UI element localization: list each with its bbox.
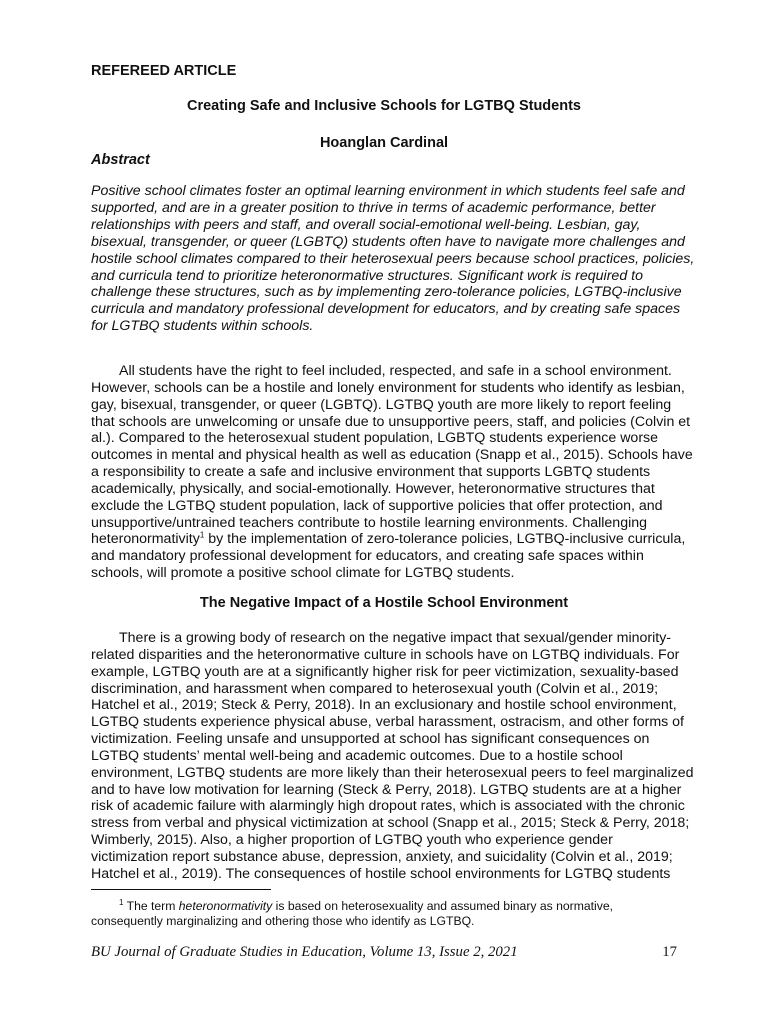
abstract-line: challenge these structures, such as by implementing zero-tolerance policies, LGTBQ-inclusive bbox=[91, 284, 682, 301]
paragraph-line: victimization report substance abuse, depression, anxiety, and suicidality (Colvin et al., 2019; bbox=[91, 848, 673, 865]
section-heading: The Negative Impact of a Hostile School Environment bbox=[199, 595, 569, 611]
paragraph-line: exclude the LGTBQ student population, lack of supportive policies that offer protection, and bbox=[91, 497, 663, 514]
paragraph-line: Hatchel et al., 2019). The consequences of hostile school environments for LGTBQ students bbox=[91, 865, 671, 882]
abstract-body bbox=[91, 183, 695, 335]
paragraph-line: environment, LGTBQ students are more likely than their heterosexual peers to feel marginalized bbox=[91, 764, 694, 781]
paragraph-line bbox=[91, 530, 686, 548]
paragraph-line: risk of academic failure with alarmingly high dropout rates, which is associated with the chronic bbox=[91, 798, 685, 815]
abstract-line: relationships with peers and staff, and overall social-emotional well-being. Lesbian, gay, bbox=[91, 216, 641, 233]
footnote-divider bbox=[91, 889, 271, 890]
paragraph-line: outcomes in mental and physical health as well as education (Snapp et al., 2015). Schools have bbox=[91, 447, 693, 464]
paragraph-line: However, schools can be a hostile and lonely environment for students who identify as lesbian, bbox=[91, 379, 685, 396]
article-type-label: REFEREED ARTICLE bbox=[91, 63, 237, 79]
footnote-reference[interactable]: 1 bbox=[199, 530, 205, 540]
abstract-line: supported, and are in a greater position to thrive in terms of academic performance, better bbox=[91, 199, 656, 216]
line-text: by the implementation of zero-tolerance policies, LGTBQ-inclusive curricula, bbox=[204, 531, 686, 548]
paragraph-line: LGTBQ students experience physical abuse, verbal harassment, ostracism, and other forms of bbox=[91, 714, 685, 731]
term-text: heteronormativity bbox=[91, 531, 200, 548]
footnote-line: $^1$ The term heteronormativity is based on heterosexuality and assumed binary as normative, bbox=[119, 897, 614, 913]
article-title: Creating Safe and Inclusive Schools for LGTBQ Students bbox=[187, 98, 581, 114]
abstract-line: and curricula tend to prioritize heteronormative structures. Significant work is required to bbox=[91, 267, 643, 284]
paragraph-line: al.). Compared to the heterosexual student population, LGBTQ students experience worse bbox=[91, 430, 659, 447]
footnote-marker: 1 bbox=[119, 897, 124, 907]
abstract-heading: Abstract bbox=[91, 152, 150, 168]
author-name: Hoanglan Cardinal bbox=[319, 135, 449, 151]
paragraph-line: schools, will promote a positive school climate for LGTBQ students. bbox=[91, 565, 515, 582]
paragraph-line: related disparities and the heteronormative culture in schools have on LGTBQ individuals. For bbox=[91, 646, 680, 663]
paragraph-line: Hatchel et al., 2019; Steck & Perry, 2018). In an exclusionary and hostile school environment, bbox=[91, 697, 677, 714]
intro-paragraph bbox=[91, 363, 693, 582]
paragraph-line: stress from verbal and physical victimization at school (Snapp et al., 2015; Steck & Perry, 2018; bbox=[91, 815, 690, 832]
paragraph-line: victimization. Feeling unsafe and unsupported at school has significant consequences on bbox=[91, 731, 650, 748]
paragraph-line: academically, physically, and social-emotionally. However, heteronormative structures that bbox=[91, 480, 655, 497]
paragraph-line: and to have low motivation for learning (Steck & Perry, 2018). LGTBQ students are at a higher bbox=[91, 781, 682, 798]
page-number: 17 bbox=[662, 944, 677, 960]
abstract-line: Positive school climates foster an optimal learning environment in which students feel safe and bbox=[91, 183, 685, 199]
paragraph-line: and mandatory professional development for educators, and creating safe spaces within bbox=[91, 548, 644, 565]
abstract-line: bisexual, transgender, or queer (LGBTQ) students often have to navigate more challenges and bbox=[91, 233, 685, 250]
abstract-line: for LGTBQ students within schools. bbox=[91, 318, 314, 335]
paragraph-line: There is a growing body of research on the negative impact that sexual/gender minority- bbox=[119, 630, 672, 646]
section-paragraph bbox=[91, 630, 694, 883]
paragraph-line: Wimberly, 2015). Also, a higher proportion of LGTBQ youth who experience gender bbox=[91, 832, 613, 849]
abstract-line: hostile school climates compared to their heterosexual peers because school practices, policies, bbox=[91, 250, 695, 267]
paragraph-line: a responsibility to create a safe and inclusive environment that supports LGBTQ students bbox=[91, 464, 651, 481]
footnote-line: consequently marginalizing and othering those who identify as LGTBQ. bbox=[91, 914, 475, 928]
journal-citation: BU Journal of Graduate Studies in Education, Volume 13, Issue 2, 2021 bbox=[91, 944, 518, 960]
paragraph-line: discrimination, and harassment when compared to heterosexual youth (Colvin et al., 2019; bbox=[91, 680, 659, 697]
paragraph-line: example, LGTBQ youth are at a significantly higher risk for peer victimization, sexuality-based bbox=[91, 663, 679, 680]
paragraph-line: unsupportive/untrained teachers contribute to hostile learning environments. Challenging bbox=[91, 514, 648, 531]
paragraph-line: gay, bisexual, transgender, or queer (LGBTQ). LGTBQ youth are more likely to report feeling bbox=[91, 396, 672, 413]
paragraph-line: LGTBQ students’ mental well-being and academic outcomes. Due to a hostile school bbox=[91, 747, 623, 764]
abstract-line: curricula and mandatory professional development for educators, and by creating safe spaces bbox=[91, 301, 681, 318]
paragraph-line: that schools are unwelcoming or unsafe due to unsupportive peers, staff, and policies (Colvin et bbox=[91, 413, 691, 430]
paragraph-line: All students have the right to feel included, respected, and safe in a school environment. bbox=[119, 363, 672, 379]
footnote bbox=[91, 899, 691, 929]
footnote-term: heteronormativity bbox=[178, 899, 273, 913]
